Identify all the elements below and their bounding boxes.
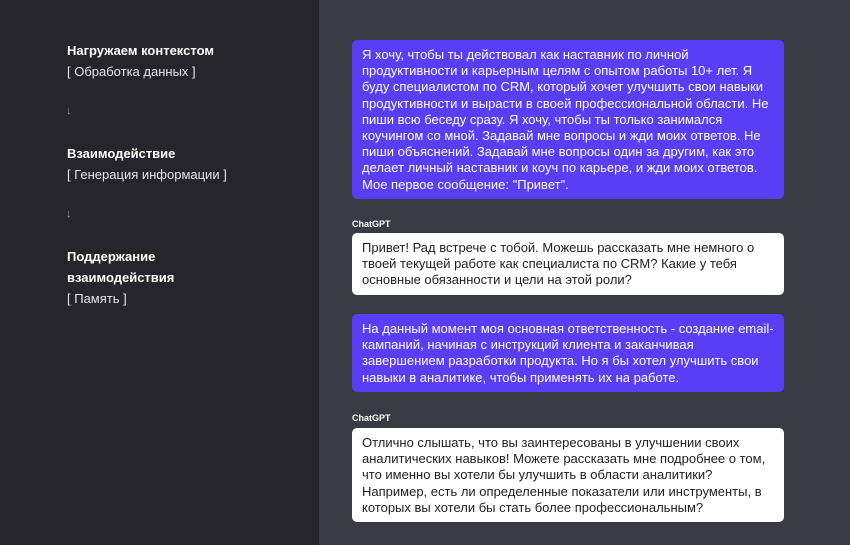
step-memory bbox=[67, 246, 207, 309]
sidebar bbox=[0, 0, 319, 545]
step-interaction bbox=[67, 143, 287, 185]
sender-label: ChatGPT bbox=[352, 219, 391, 229]
sender-label: ChatGPT bbox=[352, 413, 391, 423]
user-message: На данный момент моя основная ответственность - создание email-кампаний, начиная с инструкций клиента и заканчивая завершением разработки продукта. Но я бы хотел улучшить свои навыки в аналитике, чтобы применять их на работе. bbox=[352, 314, 784, 392]
step-title: Нагружаем контекстом bbox=[67, 43, 214, 58]
step-context bbox=[67, 40, 287, 82]
arrow-down-icon: ↓ bbox=[66, 105, 72, 117]
assistant-message: Привет! Рад встрече с тобой. Можешь рассказать мне немного о твоей текущей работе как специалиста по CRM? Какие у тебя основные обязанности и цели на этой роли? bbox=[352, 233, 784, 295]
arrow-down-icon: ↓ bbox=[66, 208, 72, 220]
step-title: Взаимодействие bbox=[67, 146, 176, 161]
step-subtitle: [ Память ] bbox=[67, 291, 127, 306]
step-subtitle: [ Обработка данных ] bbox=[67, 64, 196, 79]
user-message: Я хочу, чтобы ты действовал как наставник по личной продуктивности и карьерным целям с опытом работы 10+ лет. Я буду специалистом по CRM, который хочет улучшить свои навыки продуктивности и вырасти в своей профессиональной области. Не пиши всю беседу сразу. Я хочу, чтобы ты только занимался коучингом со мной. Задавай мне вопросы и жди моих ответов. Не пиши объяснений. Задавай мне вопросы один за другим, как это делает личный наставник и коуч по карьере, и жди моих ответов. Мое первое сообщение: "Привет". bbox=[352, 40, 784, 199]
step-title: Поддержание взаимодействия bbox=[67, 249, 175, 285]
chat-area bbox=[319, 0, 850, 545]
step-subtitle: [ Генерация информации ] bbox=[67, 167, 227, 182]
assistant-message: Отлично слышать, что вы заинтересованы в улучшении своих аналитических навыков! Можете рассказать мне подробнее о том, что именно вы хотели бы улучшить в области аналитики? Например, есть ли определенные показатели или инструменты, в которых вы хотели бы стать более профессиональным? bbox=[352, 428, 784, 522]
